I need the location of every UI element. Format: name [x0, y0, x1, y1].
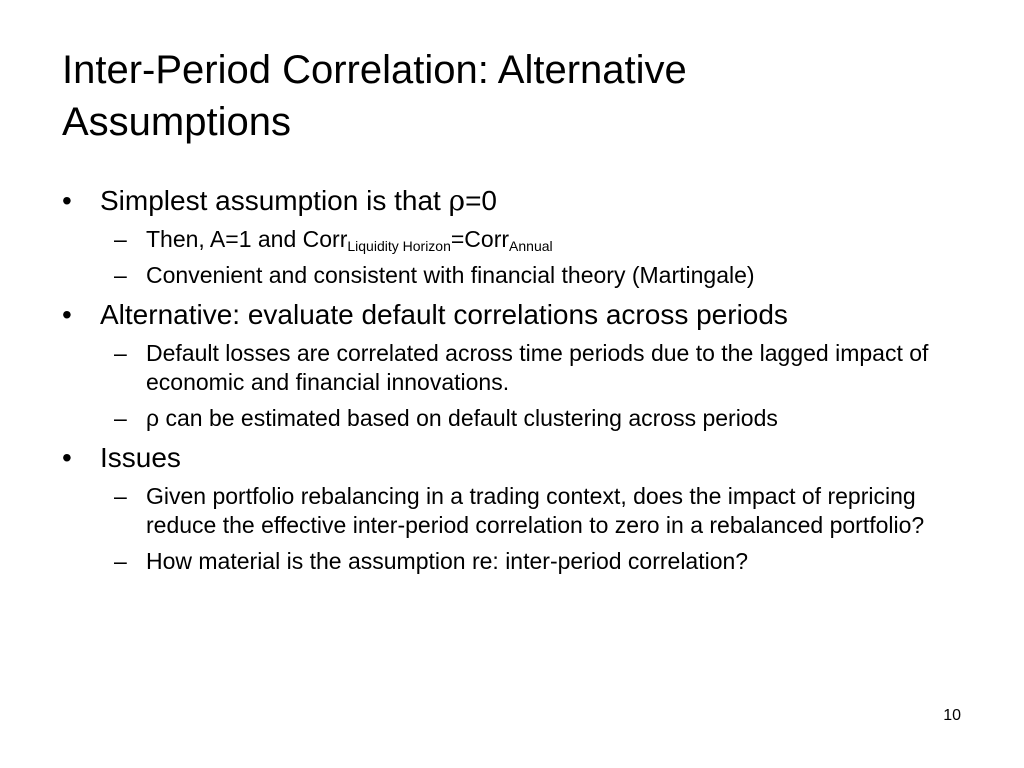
sub-bullet-text: Default losses are correlated across time periods due to the lagged impact of economic and financial innovations. — [146, 340, 929, 395]
subscript-annual: Annual — [509, 238, 553, 254]
sub-bullet-materiality — [62, 547, 972, 576]
sub-bullet-marker: – — [114, 483, 127, 509]
sub-list-simplest-assumption — [62, 225, 972, 290]
sub-bullet-marker: – — [114, 405, 127, 431]
bullet-text-suffix: =0 — [465, 185, 497, 216]
slide-title — [62, 44, 962, 148]
sub-list-issues — [62, 482, 972, 576]
sub-bullet-text: Then, A=1 and Corr — [146, 226, 348, 252]
sub-bullet-text-mid: =Corr — [450, 226, 510, 252]
sub-bullet-rho-estimated — [62, 404, 972, 433]
slide-title-line-2: Assumptions — [62, 100, 291, 144]
sub-bullet-rebalancing — [62, 482, 972, 540]
sub-bullet-text: Given portfolio rebalancing in a trading context, does the impact of repricing reduce the effective inter-period correlation to zero in a rebalanced portfolio? — [146, 483, 925, 538]
sub-bullet-marker: – — [114, 548, 127, 574]
page-number: 10 — [943, 707, 961, 724]
sub-bullet-text: Convenient and consistent with financial theory (Martingale) — [146, 262, 755, 288]
rho-symbol: ρ — [448, 184, 466, 217]
bullet-issues — [62, 440, 972, 476]
bullet-marker: • — [62, 442, 72, 473]
slide-title-line-1: Inter-Period Correlation: Alternative — [62, 48, 687, 92]
sub-list-alternative — [62, 339, 972, 433]
bullet-alternative — [62, 297, 972, 333]
sub-bullet-text: ρ can be estimated based on default clustering across periods — [146, 405, 778, 431]
sub-bullet-marker: – — [114, 226, 127, 252]
sub-bullet-default-losses — [62, 339, 972, 397]
sub-bullet-convenient — [62, 261, 972, 290]
bullet-text: Alternative: evaluate default correlations across periods — [100, 299, 788, 330]
subscript-liquidity-horizon: Liquidity Horizon — [347, 238, 451, 254]
bullet-marker: • — [62, 185, 72, 216]
bullet-simplest-assumption — [62, 183, 972, 219]
sub-bullet-text: How material is the assumption re: inter-period correlation? — [146, 548, 749, 574]
bullet-text: Simplest assumption is that — [100, 185, 449, 216]
bullet-text: Issues — [100, 442, 181, 473]
slide-content — [62, 183, 972, 583]
sub-bullet-corr-equality — [62, 225, 972, 254]
bullet-marker: • — [62, 299, 72, 330]
sub-bullet-marker: – — [114, 340, 127, 366]
sub-bullet-marker: – — [114, 262, 127, 288]
